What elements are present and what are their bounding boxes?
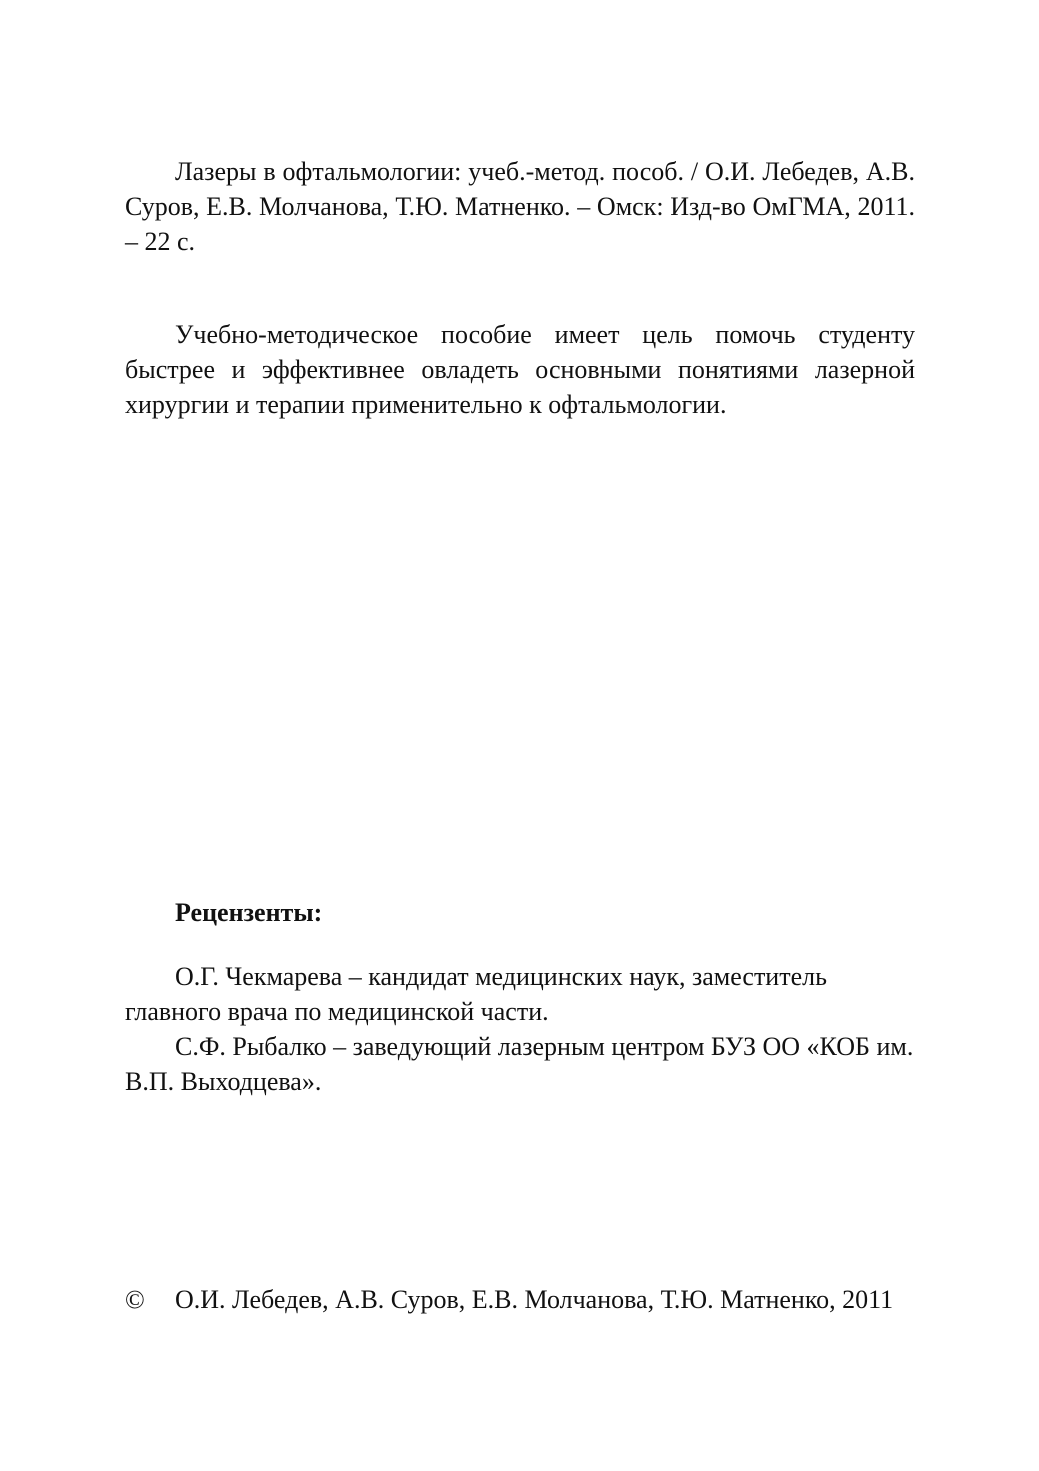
- reviewers-heading: Рецензенты:: [175, 898, 323, 927]
- reviewer-item: С.Ф. Рыбалко – заведующий лазерным центром БУЗ ОО «КОБ им. В.П. Выходцева».: [125, 1032, 914, 1096]
- copyright-text: О.И. Лебедев, А.В. Суров, Е.В. Молчанова, Т.Ю. Матненко, 2011: [175, 1285, 894, 1314]
- abstract-paragraph: Учебно-методическое пособие имеет цель помочь студенту быстрее и эффективнее овладеть основными понятиями лазерной хирургии и терапии применительно к офтальмологии.: [125, 320, 915, 419]
- reviewers-list: [125, 959, 915, 1099]
- copyright-notice: [125, 1282, 915, 1317]
- copyright-symbol: ©: [125, 1285, 145, 1314]
- reviewer-item: О.Г. Чекмарева – кандидат медицинских наук, заместитель главного врача по медицинской части.: [125, 962, 827, 1026]
- bibliographic-record: Лазеры в офтальмологии: учеб.-метод. пособ. / О.И. Лебедев, А.В. Суров, Е.В. Молчанова, Т.Ю. Матненко. – Омск: Изд-во ОмГМА, 2011. – 22 с.: [125, 157, 915, 256]
